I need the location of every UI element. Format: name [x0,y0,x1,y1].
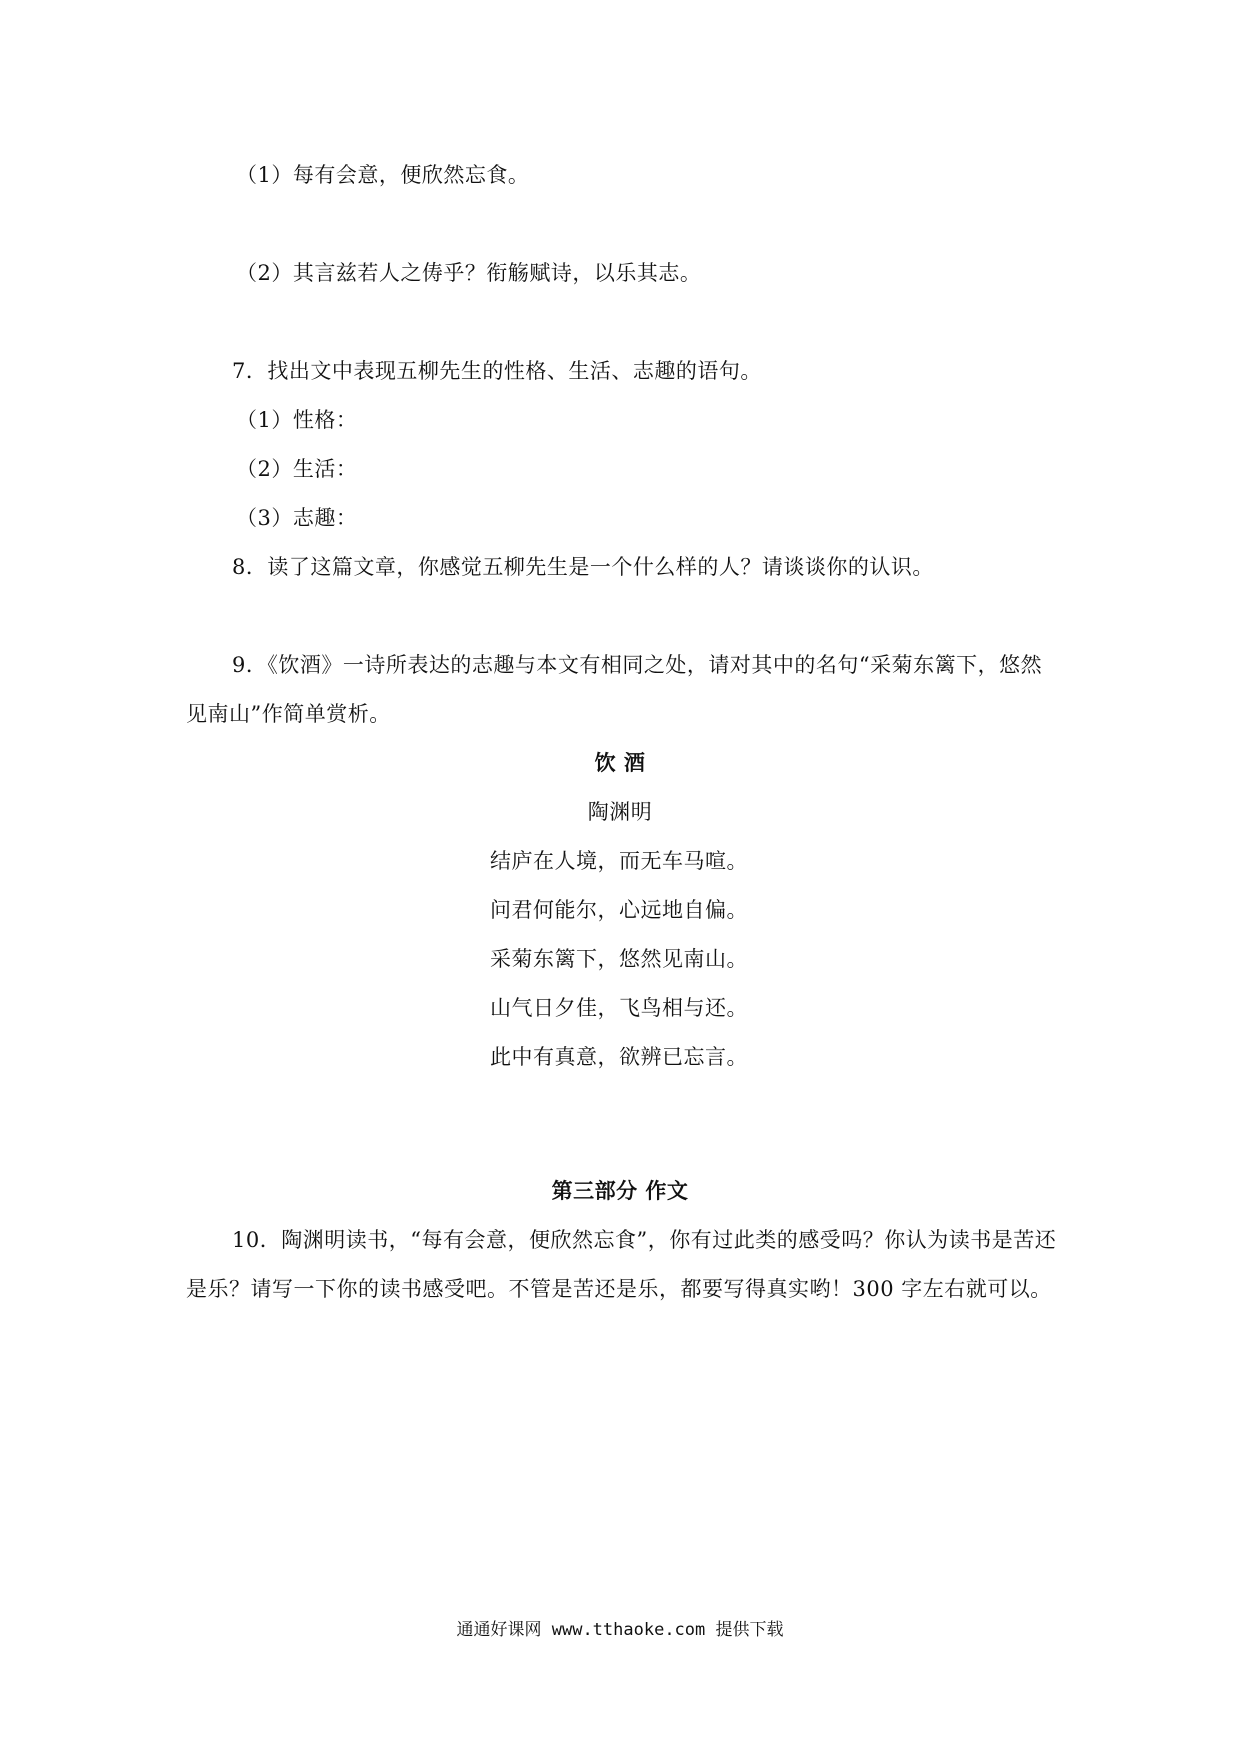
poem-line: 采菊东篱下，悠然见南山。 [490,947,748,971]
q9-prompt-line2: 见南山”作简单赏析。 [186,702,391,726]
poem-author: 陶渊明 [587,800,653,824]
section-heading: 第三部分 作文 [551,1179,689,1203]
q9-prompt-line1: 9．《饮酒》一诗所表达的志趣与本文有相同之处，请对其中的名句“采菊东篱下，悠然 [232,653,1043,677]
poem-line: 此中有真意，欲辨已忘言。 [490,1045,748,1069]
q7-prompt: 7．找出文中表现五柳先生的性格、生活、志趣的语句。 [232,359,762,383]
q10-prompt-line1: 10．陶渊明读书，“每有会意，便欣然忘食”，你有过此类的感受吗？你认为读书是苦还 [232,1228,1057,1252]
poem-title: 饮 酒 [594,751,646,775]
q8-prompt: 8．读了这篇文章，你感觉五柳先生是一个什么样的人？请谈谈你的认识。 [232,555,934,579]
q7-item-personality: （1）性格： [236,408,358,432]
poem-line: 山气日夕佳，飞鸟相与还。 [490,996,748,1020]
q6-item-1: （1）每有会意，便欣然忘食。 [236,163,530,187]
q7-item-interest: （3）志趣： [236,506,358,530]
q6-item-2: （2）其言兹若人之俦乎？衔觞赋诗，以乐其志。 [236,261,702,285]
q10-prompt-line2: 是乐？请写一下你的读书感受吧。不管是苦还是乐，都要写得真实哟！300 字左右就可以。 [186,1277,1052,1301]
footer-download-notice: 通通好课网 www.tthaoke.com 提供下载 [456,1620,784,1640]
poem-line: 结庐在人境，而无车马喧。 [490,849,748,873]
q7-item-life: （2）生活： [236,457,358,481]
poem-line: 问君何能尔，心远地自偏。 [490,898,748,922]
